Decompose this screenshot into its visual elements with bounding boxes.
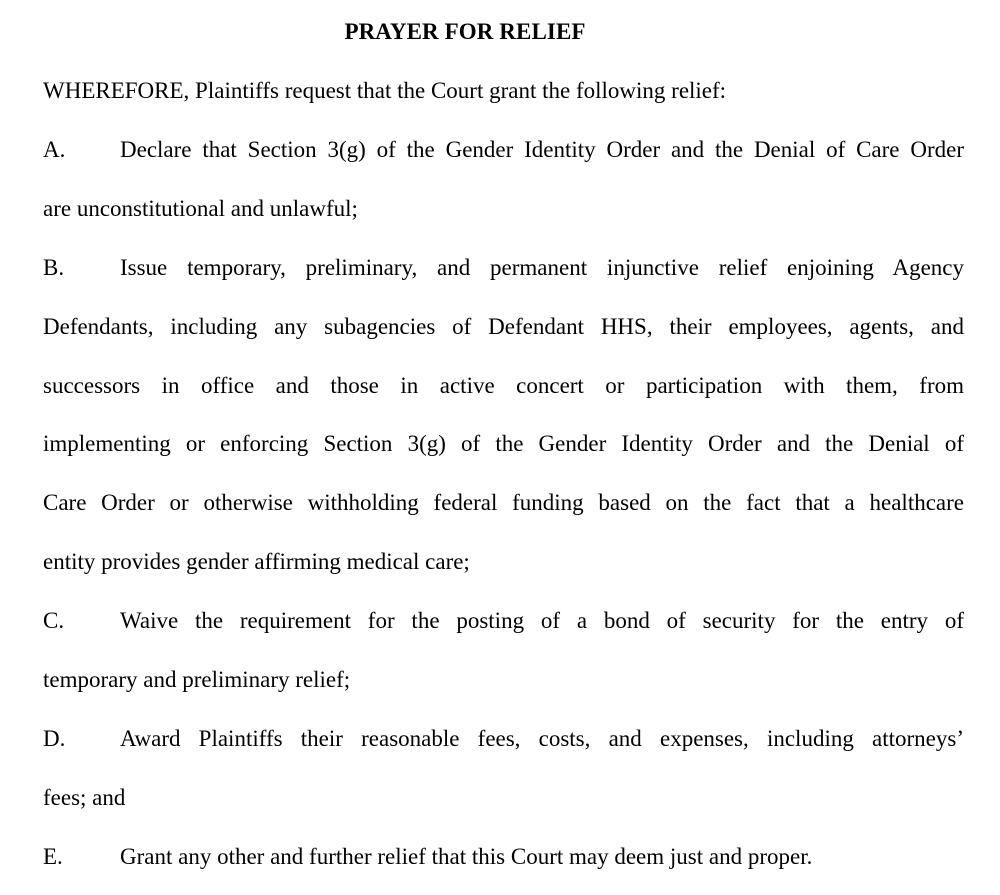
item-text-line: Award Plaintiffs their reasonable fees, costs, and expenses, including attorneys’	[120, 726, 964, 751]
item-text-line: entity provides gender affirming medical care;	[43, 549, 470, 574]
item-text-line: Waive the requirement for the posting of a bond of security for the entry of	[120, 608, 964, 633]
item-text-line: fees; and	[43, 785, 126, 810]
item-text-line: successors in office and those in active concert or participation with them, from	[43, 373, 964, 398]
item-letter: B.	[43, 255, 65, 280]
item-text-line: are unconstitutional and unlawful;	[43, 196, 358, 221]
item-text-line: Grant any other and further relief that this Court may deem just and proper.	[120, 844, 813, 869]
item-letter: A.	[43, 137, 66, 162]
item-text-line: implementing or enforcing Section 3(g) of the Gender Identity Order and the Denial of	[43, 431, 964, 456]
relief-item-c	[43, 603, 964, 639]
item-text-line: Defendants, including any subagencies of Defendant HHS, their employees, agents, and	[43, 314, 964, 339]
section-heading: PRAYER FOR RELIEF	[344, 19, 586, 44]
item-text-line: Issue temporary, preliminary, and permanent injunctive relief enjoining Agency	[120, 255, 964, 280]
item-letter: D.	[43, 726, 66, 751]
item-letter: E.	[43, 844, 63, 869]
item-text-line: Care Order or otherwise withholding federal funding based on the fact that a healthcare	[43, 490, 964, 515]
intro-paragraph: WHEREFORE, Plaintiffs request that the Court grant the following relief:	[43, 78, 727, 103]
item-text-line: Declare that Section 3(g) of the Gender Identity Order and the Denial of Care Order	[120, 137, 964, 162]
relief-item-a	[43, 132, 964, 168]
relief-item-b	[43, 250, 964, 286]
item-text-line: temporary and preliminary relief;	[43, 667, 351, 692]
item-letter: C.	[43, 608, 65, 633]
relief-item-e	[43, 839, 964, 875]
relief-item-d	[43, 721, 964, 757]
